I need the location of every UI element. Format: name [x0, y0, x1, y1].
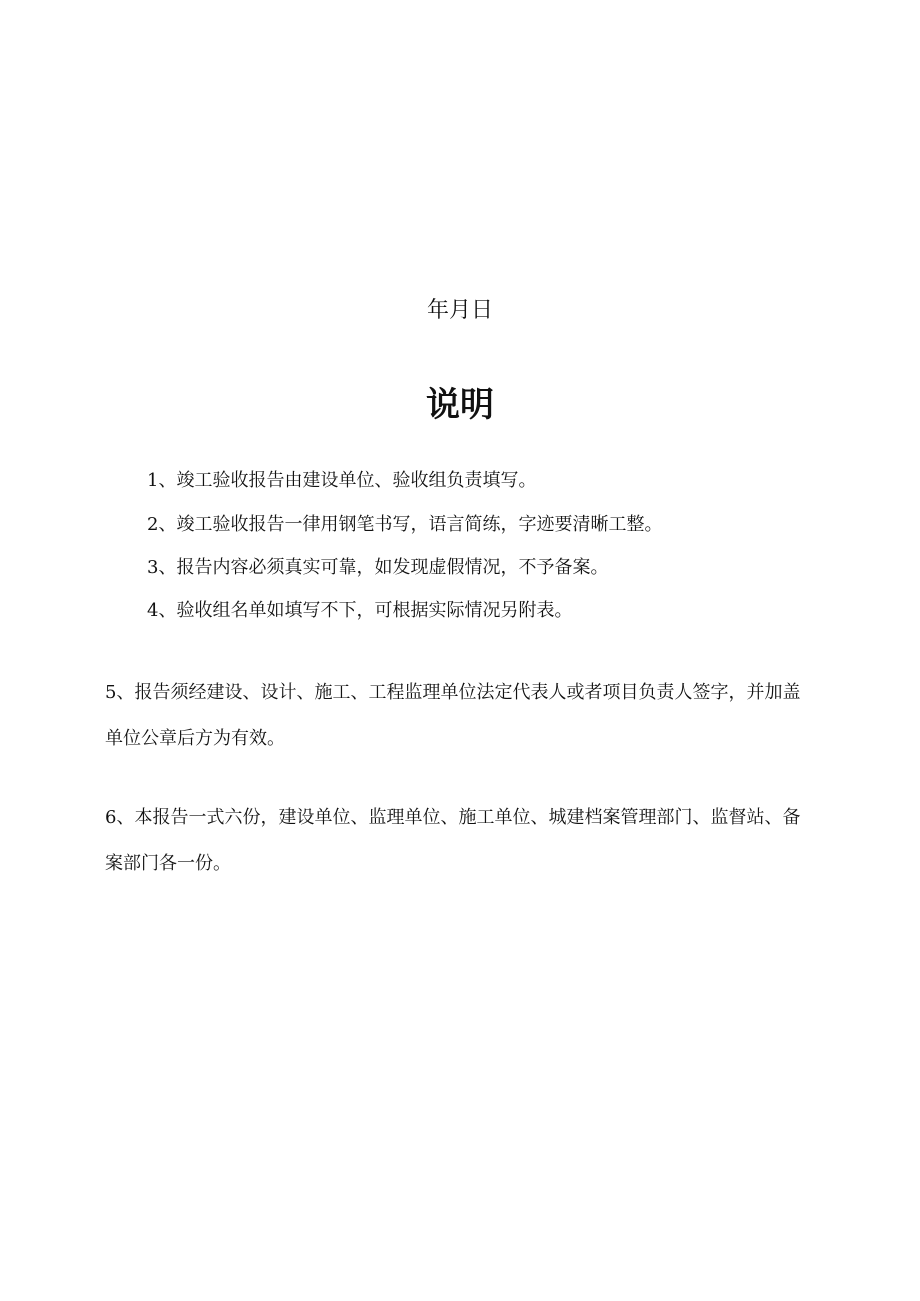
instruction-item-6: 6、本报告一式六份，建设单位、监理单位、施工单位、城建档案管理部门、监督站、备案部门各一份。	[105, 807, 801, 874]
instruction-item-1: 1、竣工验收报告由建设单位、验收组负责填写。	[147, 470, 537, 491]
instruction-item-4: 4、验收组名单如填写不下，可根据实际情况另附表。	[147, 600, 573, 621]
instruction-item-5: 5、报告须经建设、设计、施工、工程监理单位法定代表人或者项目负责人签字，并加盖单位公章后方为有效。	[105, 682, 801, 749]
page-title: 说明	[426, 385, 494, 425]
instruction-item-2: 2、竣工验收报告一律用钢笔书写，语言简练，字迹要清晰工整。	[147, 514, 663, 535]
date-line: 年月日	[426, 298, 493, 323]
instruction-item-3: 3、报告内容必须真实可靠，如发现虚假情况，不予备案。	[147, 557, 609, 578]
